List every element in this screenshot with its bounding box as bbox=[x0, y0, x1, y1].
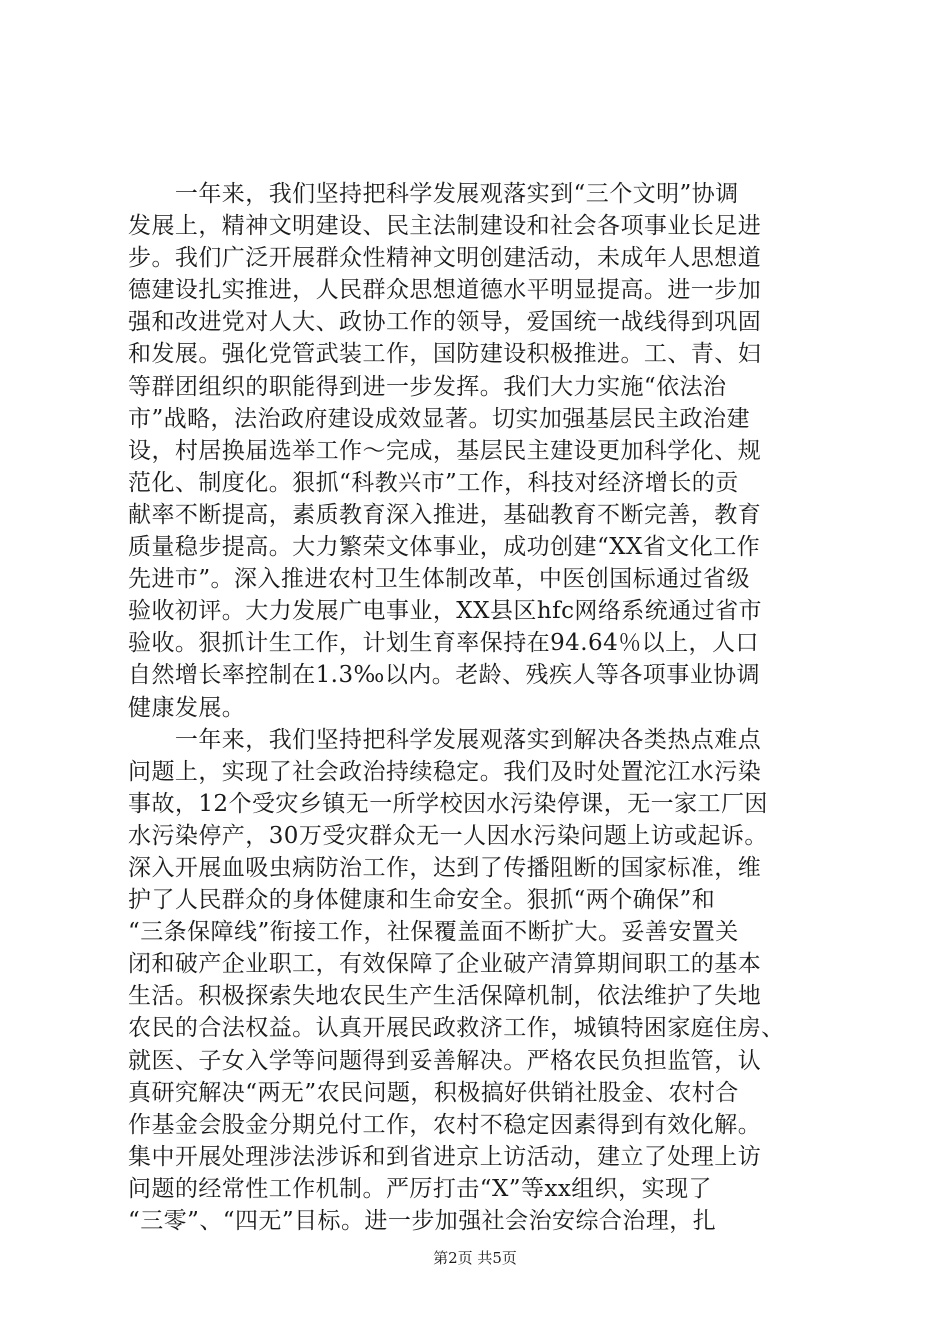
text-line: 就医、子女入学等问题得到妥善解决。严格农民负担监管，认 bbox=[128, 1047, 762, 1074]
text-line: “三零”、“四无”目标。进一步加强社会治安综合治理，扎 bbox=[128, 1208, 717, 1234]
text-line: 一年来，我们坚持把科学发展观落实到解决各类热点难点 bbox=[128, 726, 762, 753]
paragraph-2 bbox=[128, 724, 848, 1238]
page-footer bbox=[0, 1247, 950, 1268]
text-line: 市”战略，法治政府建设成效显著。切实加强基层民主政治建 bbox=[128, 405, 750, 432]
text-line: 和发展。强化党管武装工作，国防建设积极推进。工、青、妇 bbox=[128, 341, 762, 368]
text-line: 自然增长率控制在1.3‰以内。老龄、残疾人等各项事业协调 bbox=[128, 662, 761, 689]
text-line: 先进市”。深入推进农村卫生体制改革，中医创国标通过省级 bbox=[128, 566, 750, 593]
text-line: 问题上，实现了社会政治持续稳定。我们及时处置沱江水污染 bbox=[128, 758, 762, 785]
text-line: 验收初评。大力发展广电事业，XX县区hfc网络系统通过省市 bbox=[128, 598, 763, 625]
text-line: 步。我们广泛开展群众性精神文明创建活动，未成年人思想道 bbox=[128, 245, 762, 272]
text-line: 问题的经常性工作机制。严厉打击“X”等xx组织，实现了 bbox=[128, 1175, 712, 1202]
text-line: 德建设扎实推进，人民群众思想道德水平明显提高。进一步加 bbox=[128, 277, 762, 304]
text-line: 水污染停产，30万受灾群众无一人因水污染问题上访或起诉。 bbox=[128, 822, 768, 849]
text-line: 范化、制度化。狠抓“科教兴市”工作，科技对经济增长的贡 bbox=[128, 469, 739, 496]
text-line: 生活。积极探索失地农民生产生活保障机制，依法维护了失地 bbox=[128, 983, 762, 1010]
paragraph-1 bbox=[128, 178, 848, 724]
text-line: 强和改进党对人大、政协工作的领导，爱国统一战线得到巩固 bbox=[128, 309, 762, 336]
text-line: “三条保障线”衔接工作，社保覆盖面不断扩大。妥善安置关 bbox=[128, 919, 739, 946]
text-line: 事故，12个受灾乡镇无一所学校因水污染停课，无一家工厂因 bbox=[128, 790, 768, 817]
text-line: 深入开展血吸虫病防治工作，达到了传播阻断的国家标准，维 bbox=[128, 854, 762, 881]
text-line: 护了人民群众的身体健康和生命安全。狠抓“两个确保”和 bbox=[128, 887, 716, 914]
text-line: 发展上，精神文明建设、民主法制建设和社会各项事业长足进 bbox=[128, 213, 762, 240]
text-line: 闭和破产企业职工，有效保障了企业破产清算期间职工的基本 bbox=[128, 951, 762, 978]
page-number: 第2页 共5页 bbox=[433, 1249, 517, 1267]
text-line: 验收。狠抓计生工作，计划生育率保持在94.64％以上，人口 bbox=[128, 630, 759, 657]
text-line: 一年来，我们坚持把科学发展观落实到“三个文明”协调 bbox=[128, 181, 739, 207]
text-line: 献率不断提高，素质教育深入推进，基础教育不断完善，教育 bbox=[128, 501, 762, 528]
text-line: 集中开展处理涉法涉诉和到省进京上访活动，建立了处理上访 bbox=[128, 1143, 762, 1170]
text-line: 设，村居换届选举工作～完成，基层民主建设更加科学化、规 bbox=[128, 437, 762, 464]
text-line: 质量稳步提高。大力繁荣文体事业，成功创建“XX省文化工作 bbox=[128, 534, 761, 561]
document-body bbox=[128, 178, 848, 1237]
text-line: 等群团组织的职能得到进一步发挥。我们大力实施“依法治 bbox=[128, 373, 727, 400]
text-line: 作基金会股金分期兑付工作，农村不稳定因素得到有效化解。 bbox=[128, 1111, 762, 1138]
text-line: 农民的合法权益。认真开展民政救济工作，城镇特困家庭住房、 bbox=[128, 1015, 785, 1042]
text-line: 真研究解决“两无”农民问题，积极搞好供销社股金、农村合 bbox=[128, 1079, 739, 1106]
text-line: 健康发展。 bbox=[128, 694, 246, 721]
